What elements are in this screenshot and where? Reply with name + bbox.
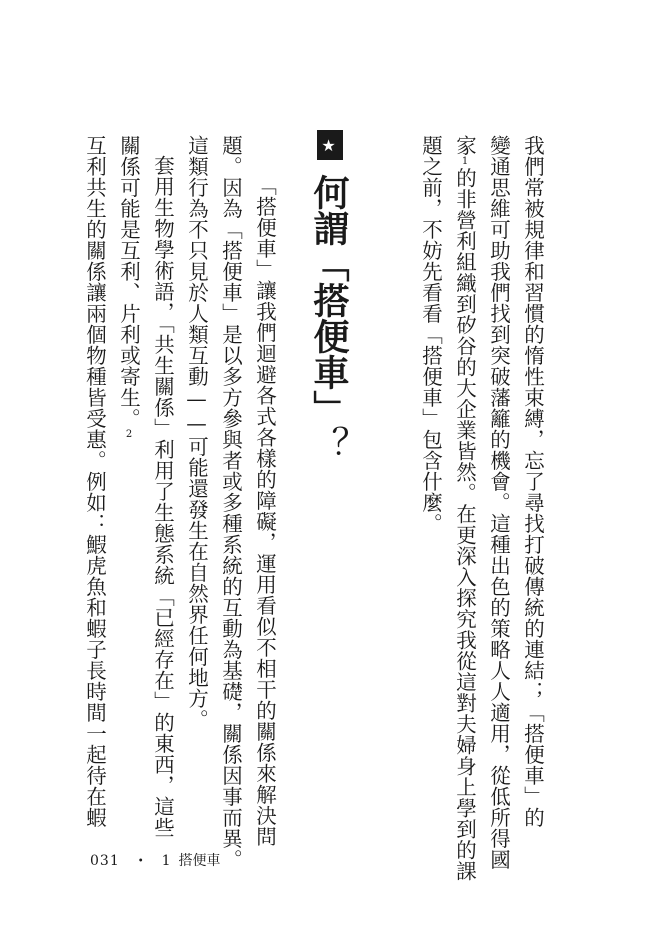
heading-text: 何謂「搭便車」 [308,174,349,426]
heading-question-mark: ？ [308,426,349,462]
body-text-segment: 的非營利組織到矽谷的大企業皆然。在更深入探究我從這對夫婦身上學到的課 [452,167,477,882]
body-text-line: 套用生物學術語，「共生關係」利用了生態系統「已經存在」的東西，這些 [150,155,175,838]
body-text-line: 題之前，不妨先看看「搭便車」包含什麼。 [418,135,443,534]
body-text-line: 我們常被規律和習慣的惰性束縛，忘了尋找打破傳統的連結；「搭便車」的 [520,135,545,828]
body-text-line: 互利共生的關係讓兩個物種皆受惠。例如：鰕虎魚和蝦子長時間一起待在蝦 [82,135,107,828]
chapter-number: 1 [161,853,171,869]
body-text-line: 題。因為「搭便車」是以多方參與者或多種系統的互動為基礎，關係因事而異。 [218,135,243,870]
body-text-segment: 關係可能是互利、片利或寄生。 [116,135,141,429]
body-text-line [118,135,139,441]
page-number: 031 [90,853,120,869]
body-text-segment: 家 [452,135,477,156]
footnote-marker: 1 [459,156,471,168]
body-text-line: 這類行為不只見於人類互動——可能還發生在自然界任何地方。 [184,135,209,730]
body-text-line: 變通思維可助我們找到突破藩籬的機會。這種出色的策略人人適用，從低所得國 [486,135,511,870]
page-footer [90,850,221,870]
body-text-line [454,135,475,882]
chapter-title: 搭便車 [178,853,221,869]
footer-separator: • [137,855,144,867]
star-icon: ★ [317,130,343,160]
footnote-marker: 2 [123,429,135,441]
section-heading [308,130,349,462]
body-text-line: 「搭便車」讓我們迴避各式各樣的障礙，運用看似不相干的關係來解決問 [252,175,277,847]
